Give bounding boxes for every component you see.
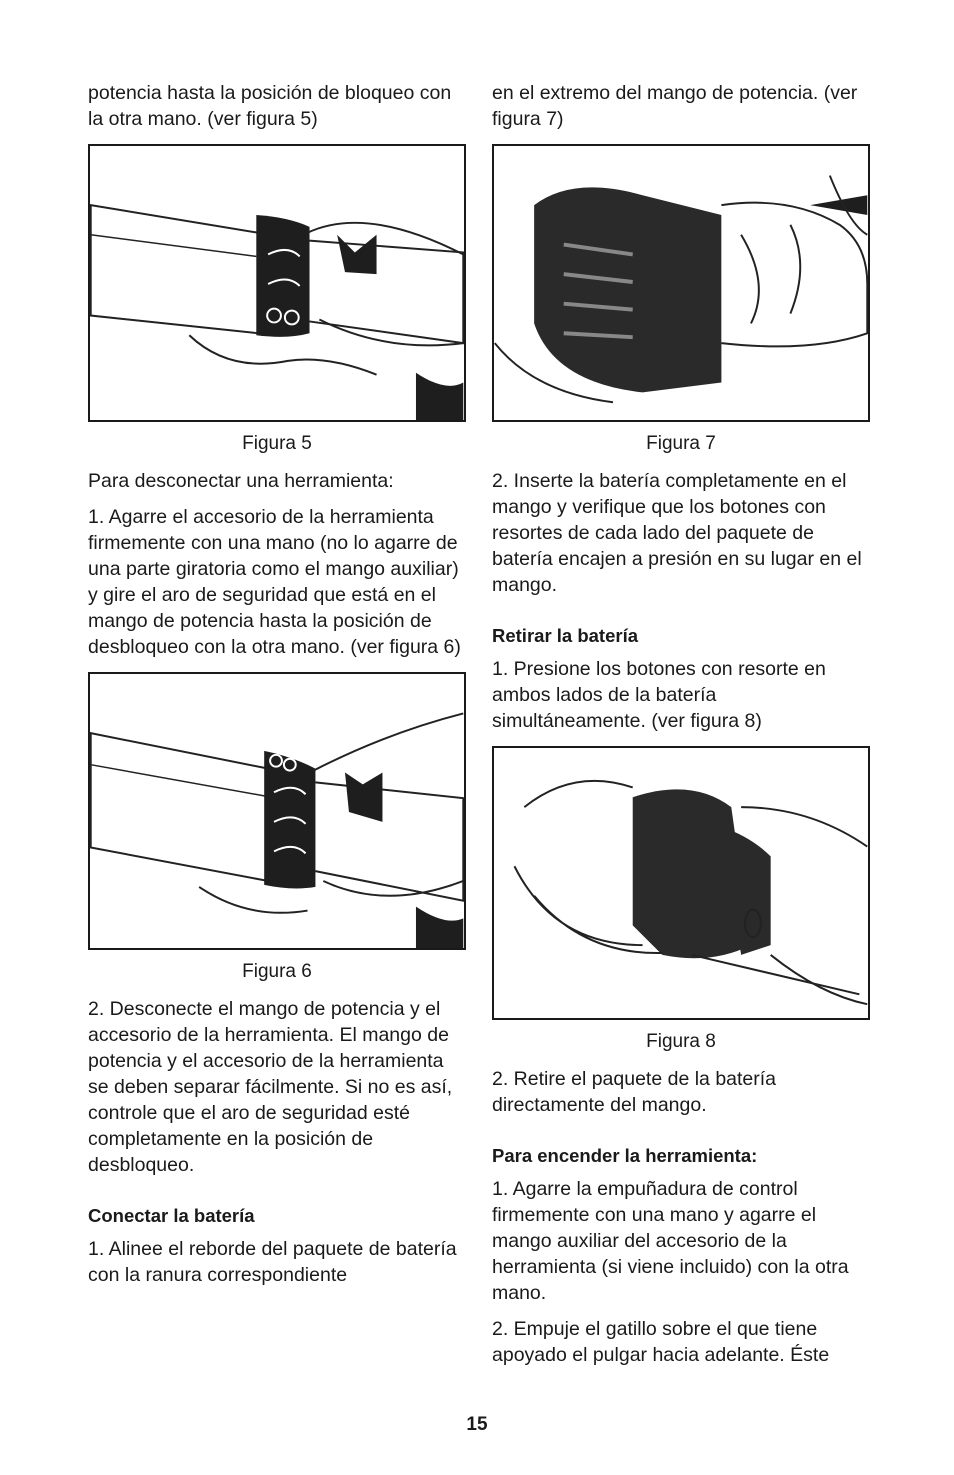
heading-remove-battery: Retirar la batería: [492, 625, 639, 646]
power-step-1: 1. Agarre la empuñadura de control firmemente con una mano y agarre el mango auxiliar del accesorio de la herramienta (si viene incluido) con la otra mano.: [492, 1178, 849, 1304]
right-column: [492, 80, 870, 1368]
figure-6: [88, 672, 466, 950]
left-intro-text: potencia hasta la posición de bloqueo con la otra mano. (ver figura 5): [88, 82, 452, 130]
insert-step-2: 2. Inserte la batería completamente en el mango y verifique que los botones con resortes de cada lado del paquete de batería encajen a presión en su lugar en el mango.: [492, 470, 862, 596]
remove-step-2: 2. Retire el paquete de la batería directamente del mango.: [492, 1068, 777, 1116]
figure-5-illustration: [90, 146, 464, 420]
remove-step-1: 1. Presione los botones con resorte en ambos lados de la batería simultáneamente. (ver figura 8): [492, 658, 826, 732]
power-step-2: 2. Empuje el gatillo sobre el que tiene apoyado el pulgar hacia adelante. Éste: [492, 1318, 830, 1366]
disconnect-step-2: 2. Desconecte el mango de potencia y el accesorio de la herramienta. El mango de potencia y el accesorio de la herramienta se deben separar fácilmente. Si no es así, controle que el aro de seguridad esté completamente en la posición de desbloqueo.: [88, 998, 453, 1176]
heading-connect-battery: Conectar la batería: [88, 1205, 255, 1226]
figure-5: [88, 144, 466, 422]
figure-7-illustration: [494, 146, 868, 420]
figure-6-illustration: [90, 674, 464, 948]
figure-8: [492, 746, 870, 1020]
heading-power-on: Para encender la herramienta:: [492, 1145, 758, 1166]
figure-7-caption: Figura 7: [646, 433, 716, 454]
page-number: 15: [466, 1414, 488, 1435]
disconnect-text: Para desconectar una herramienta:: [88, 470, 394, 492]
connect-step-1: 1. Alinee el reborde del paquete de batería con la ranura correspondiente: [88, 1238, 457, 1286]
figure-8-caption: Figura 8: [646, 1031, 716, 1052]
figure-6-caption: Figura 6: [242, 961, 312, 982]
disconnect-step-1: 1. Agarre el accesorio de la herramienta firmemente con una mano (no lo agarre de una parte giratoria como el mango auxiliar) y gire el aro de seguridad que está en el mango de potencia hasta la posición de desbloqueo con la otra mano. (ver figura 6): [88, 506, 461, 658]
figure-7: [492, 144, 870, 422]
left-column: [88, 80, 466, 1288]
figure-8-illustration: [494, 748, 868, 1018]
figure-5-caption: Figura 5: [242, 433, 312, 454]
right-intro-text: en el extremo del mango de potencia. (ver figura 7): [492, 82, 858, 130]
